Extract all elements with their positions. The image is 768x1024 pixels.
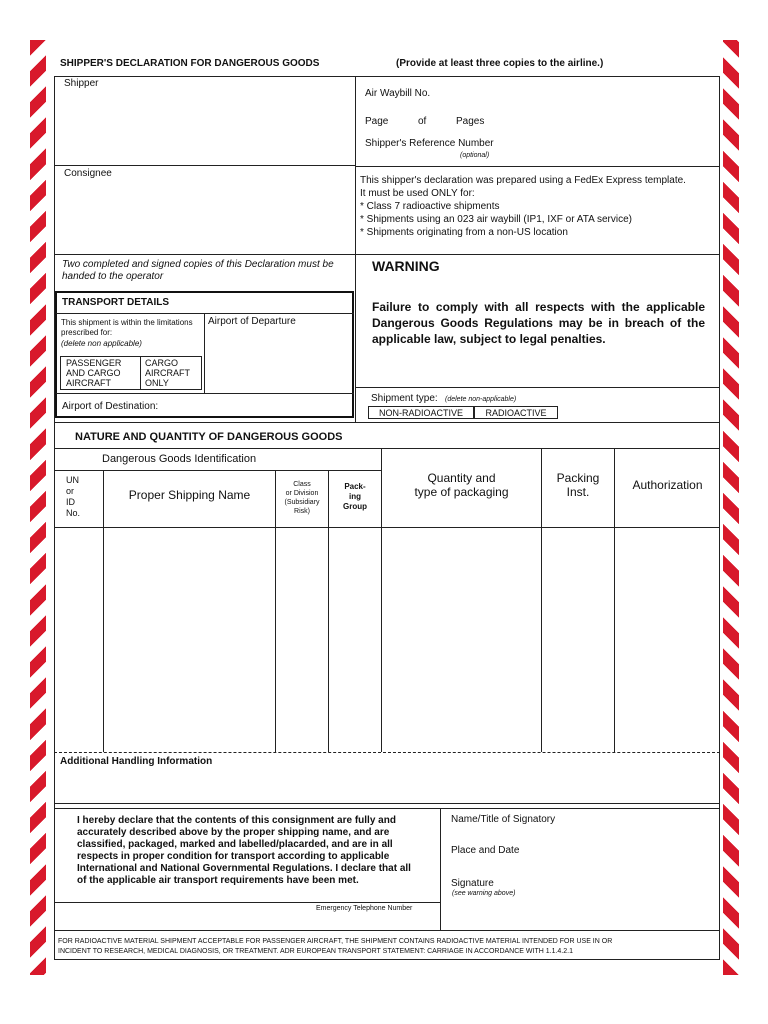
- radioactive-option[interactable]: RADIOACTIVE: [474, 406, 558, 419]
- limitations-text: This shipment is within the limitations prescribed for:: [61, 318, 193, 337]
- packing-inst-header: Packing Inst.: [556, 471, 600, 499]
- warning-text: Failure to comply with all respects with the applicable Dangerous Goods Regulations may be in breach of the applicable law, subject to legal penalties.: [372, 300, 705, 346]
- emergency-phone-label: Emergency Telephone Number: [316, 905, 413, 912]
- col-pi: [614, 448, 615, 752]
- additional-handling-label: Additional Handling Information: [60, 756, 213, 767]
- transport-divider: [204, 313, 205, 393]
- warning-divider: [355, 254, 356, 422]
- shipper-bottom: [54, 165, 356, 166]
- shipper-label: Shipper: [64, 78, 99, 89]
- col-class: [328, 470, 329, 752]
- fedex-note-line: This shipper's declaration was prepared using a FedEx Express template.: [360, 175, 686, 186]
- handling-rule-1: [54, 803, 720, 804]
- fedex-note-line: * Class 7 radioactive shipments: [360, 201, 500, 212]
- signature-label: Signature: [451, 878, 494, 889]
- warning-title: WARNING: [372, 258, 440, 274]
- page-label: Page: [365, 116, 389, 127]
- transport-details-title: TRANSPORT DETAILS: [62, 297, 170, 308]
- fedex-note-line: * Shipments originating from a non-US location: [360, 227, 568, 238]
- form-title: SHIPPER'S DECLARATION FOR DANGEROUS GOODS: [60, 58, 320, 69]
- table-bottom-dashed-rule: [54, 752, 720, 753]
- airport-departure-label: Airport of Departure: [208, 316, 296, 327]
- destination-rule: [56, 393, 354, 394]
- waybill-bottom: [355, 166, 720, 167]
- emergency-rule: [54, 902, 441, 903]
- cargo-only-option[interactable]: CARGO AIRCRAFT ONLY: [145, 358, 190, 388]
- footer-rule: [54, 930, 720, 931]
- copies-note: (Provide at least three copies to the airline.): [396, 58, 604, 69]
- consignee-bottom: [54, 254, 720, 255]
- proper-shipping-name-header: Proper Shipping Name: [128, 488, 251, 502]
- pages-label: Pages: [456, 116, 485, 127]
- radioactive-footer: [58, 937, 718, 957]
- fedex-note-line: It must be used ONLY for:: [360, 188, 475, 199]
- see-warning-note: (see warning above): [452, 890, 516, 897]
- hazard-stripe-right: [723, 40, 739, 975]
- shipment-type-rule: [355, 387, 720, 388]
- authorization-header: Authorization: [632, 478, 703, 492]
- aircraft-type-divider: [140, 356, 141, 390]
- name-title-label: Name/Title of Signatory: [451, 814, 556, 825]
- optional-note: (optional): [460, 152, 490, 159]
- passenger-cargo-option[interactable]: PASSENGER AND CARGO AIRCRAFT: [66, 358, 122, 388]
- dg-identification-header: Dangerous Goods Identification: [102, 453, 257, 465]
- nature-top-rule: [54, 422, 720, 423]
- nature-title-rule: [54, 448, 720, 449]
- two-copies-note: Two completed and signed copies of this Declaration must be handed to the operator: [62, 259, 334, 282]
- air-waybill-label: Air Waybill No.: [365, 88, 431, 99]
- airport-destination-label: Airport of Destination:: [62, 401, 159, 412]
- shipper-reference-label: Shipper's Reference Number: [365, 138, 494, 149]
- un-header: UN or ID No.: [66, 475, 81, 518]
- nature-title: NATURE AND QUANTITY OF DANGEROUS GOODS: [75, 431, 343, 443]
- declaration-text: I hereby declare that the contents of this consignment are fully and accurately described above by the proper shipping name, and are classified, packaged, marked and labelled/placarded, and are in all respects in proper condition for transport according to applicable International and National Governmental Regulations. I declare that all of the applicable air transport requirements have been met.: [77, 815, 411, 886]
- col-un: [103, 470, 104, 752]
- hazard-stripe-left: [30, 40, 46, 975]
- fedex-note: [360, 174, 720, 239]
- packing-group-header: Pack- ing Group: [343, 482, 367, 511]
- shipment-type-label: Shipment type:: [371, 393, 438, 404]
- non-radioactive-option[interactable]: NON-RADIOACTIVE: [368, 406, 474, 419]
- shipment-type-delete-note: (delete non-applicable): [445, 396, 517, 403]
- fedex-note-line: * Shipments using an 023 air waybill (IP1, IXF or ATA service): [360, 214, 632, 225]
- class-header: Class or Division (Subsidiary Risk): [284, 481, 320, 515]
- transport-title-rule: [56, 313, 354, 314]
- handling-rule-2: [54, 808, 720, 809]
- quantity-header: Quantity and type of packaging: [414, 471, 509, 499]
- footer-line: FOR RADIOACTIVE MATERIAL SHIPMENT ACCEPTABLE FOR PASSENGER AIRCRAFT, THE SHIPMENT CONTAINS RADIOACTIVE MATERIAL INTENDED FOR USE IN OR: [58, 938, 613, 945]
- footer-line: INCIDENT TO RESEARCH, MEDICAL DIAGNOSIS, OR TREATMENT. ADR EUROPEAN TRANSPORT STATEMENT: CARRIAGE IN ACCORDANCE WITH 1.1.4.2.1: [58, 948, 573, 955]
- of-label: of: [418, 116, 427, 127]
- delete-non-applicable-note: (delete non applicable): [61, 339, 142, 348]
- table-header-rule: [54, 527, 720, 528]
- declaration-divider: [440, 808, 441, 930]
- consignee-label: Consignee: [64, 168, 112, 179]
- place-date-label: Place and Date: [451, 845, 520, 856]
